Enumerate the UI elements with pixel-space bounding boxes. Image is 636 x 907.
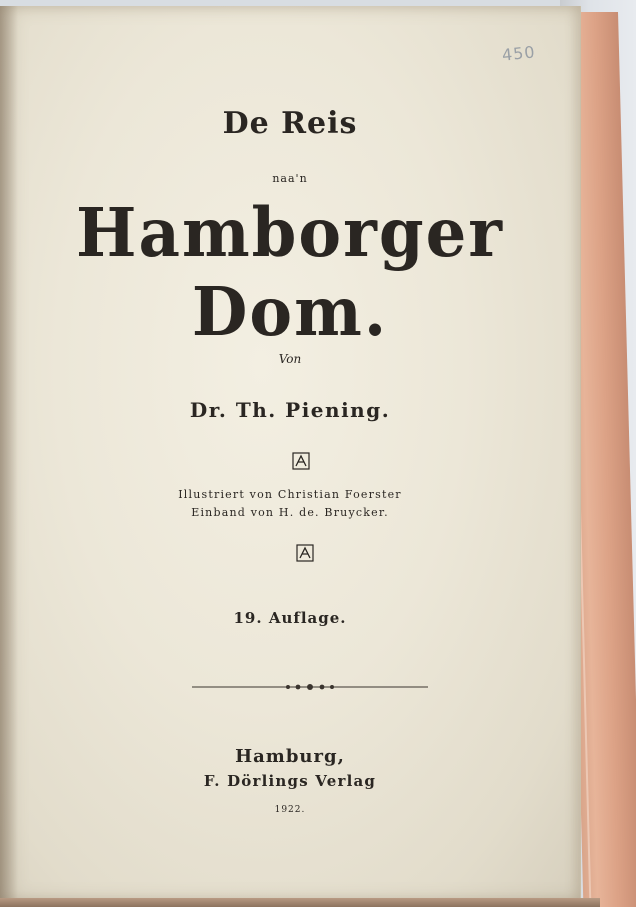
author-name: Dr. Th. Piening. (189, 398, 391, 422)
handwritten-note: 450 (501, 42, 537, 65)
title-line-1: De Reis (222, 106, 358, 141)
publisher-name: F. Dörlings Verlag (203, 772, 377, 790)
publication-year: 1922. (274, 805, 306, 815)
page-bottom-edge (0, 898, 600, 907)
ornamental-rule-icon (192, 680, 428, 694)
edition-label: 19. Auflage. (233, 609, 347, 627)
monogram-vignette-icon (292, 452, 310, 470)
title-page (0, 6, 581, 901)
binding-credit: Einband von H. de. Bruycker. (191, 506, 389, 519)
monogram-vignette-icon (296, 544, 314, 562)
main-title: Hamborger Dom. (76, 194, 504, 352)
title-line-2: naa'n (272, 172, 308, 185)
illustrator-credit: Illustriert von Christian Foerster (178, 488, 402, 501)
publication-city: Hamburg, (235, 746, 345, 767)
by-label: Von (278, 352, 302, 366)
